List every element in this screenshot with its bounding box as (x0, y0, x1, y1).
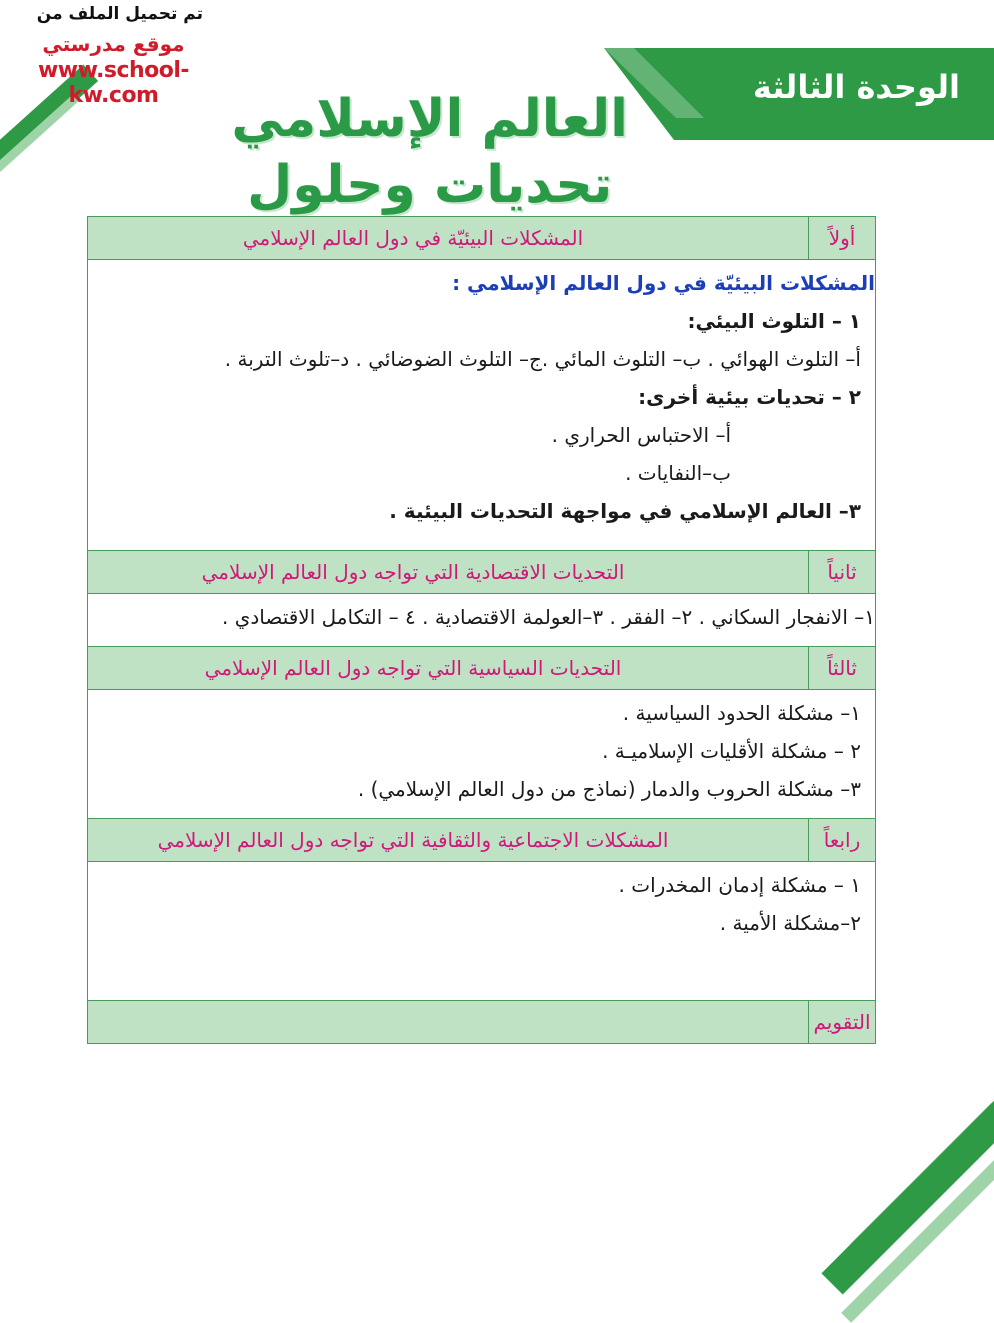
section-title: التحديات السياسية التي تواجه دول العالم الإسلامي (204, 656, 622, 680)
section-body-1 (88, 260, 875, 551)
title-line-1: العالم الإسلامي (231, 89, 628, 149)
list-item: ١– الانفجار السكاني . ٢– الفقر . ٣–العولمة الاقتصادية . ٤ – التكامل الاقتصادي . (222, 605, 875, 629)
section-header-2 (88, 551, 875, 594)
unit-banner (604, 48, 994, 140)
section-number: رابعاً (808, 819, 875, 861)
site-watermark (6, 4, 221, 108)
section-header-3 (88, 647, 875, 690)
watermark-site-name: موقع مدرستي (42, 32, 185, 56)
list-item: أ– الاحتباس الحراري . (551, 423, 731, 447)
title-line-2: تحديات وحلول (247, 155, 613, 215)
list-item: ١ – التلوث البيئي: (687, 309, 861, 333)
section-header-1 (88, 217, 875, 260)
page-title (231, 86, 628, 218)
list-item: ٣– العالم الإسلامي في مواجهة التحديات البيئية . (389, 499, 861, 523)
list-item: ١ – مشكلة إدمان المخدرات . (618, 873, 861, 897)
unit-label: الوحدة الثالثة (752, 68, 960, 106)
list-item: ٢ – تحديات بيئية أخرى: (638, 385, 861, 409)
section-header-evaluation (88, 1001, 875, 1043)
section-title: التحديات الاقتصادية التي تواجه دول العالم الإسلامي (201, 560, 625, 584)
section-body-2 (88, 594, 875, 647)
watermark-url[interactable]: www.school-kw.com (37, 58, 190, 108)
content-table (87, 216, 876, 1044)
section-body-3 (88, 690, 875, 819)
section-number: أولاً (808, 217, 875, 259)
section-title (88, 1001, 808, 1043)
watermark-caption: تم تحميل الملف من (36, 4, 203, 24)
section-header-4 (88, 819, 875, 862)
section-number: ثالثاً (808, 647, 875, 689)
section-number: ثانياً (808, 551, 875, 593)
list-item: ٣– مشكلة الحروب والدمار (نماذج من دول العالم الإسلامي) . (357, 777, 861, 801)
list-item: ٢–مشكلة الأمية . (719, 911, 861, 935)
section-title: المشكلات البيئيّة في دول العالم الإسلامي (242, 226, 584, 250)
section-title: المشكلات الاجتماعية والثقافية التي تواجه دول العالم الإسلامي (157, 828, 669, 852)
list-item: ب–النفايات . (625, 461, 731, 485)
section-number: التقويم (808, 1001, 875, 1043)
section-lead: المشكلات البيئيّة في دول العالم الإسلامي : (452, 271, 875, 295)
list-item: ١– مشكلة الحدود السياسية . (622, 701, 861, 725)
list-item: أ– التلوث الهوائي . ب– التلوث المائي .ج– التلوث الضوضائي . د–تلوث التربة . (224, 347, 861, 371)
list-item: ٢ – مشكلة الأقليات الإسلاميـة . (602, 739, 861, 763)
section-body-4 (88, 862, 875, 1001)
